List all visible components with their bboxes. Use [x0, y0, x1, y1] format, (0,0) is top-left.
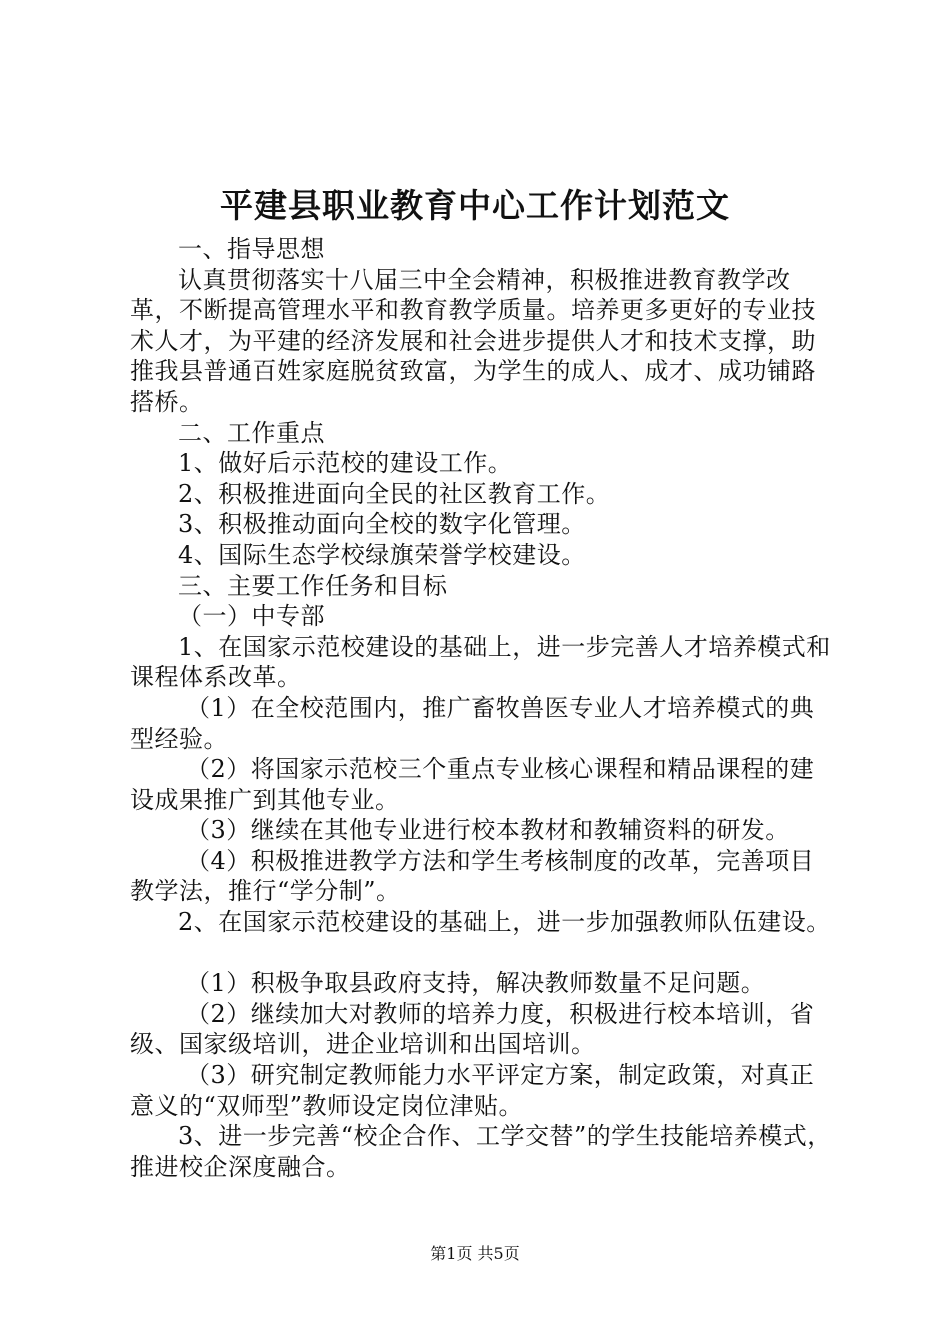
paragraph: （3）研究制定教师能力水平评定方案，制定政策，对真正意义的“双师型”教师设定岗位津贴。 [130, 1061, 815, 1120]
paragraph: （1）在全校范围内，推广畜牧兽医专业人才培养模式的典型经验。 [130, 693, 815, 753]
paragraph: 4、国际生态学校绿旗荣誉学校建设。 [178, 540, 586, 569]
paragraph: 3、积极推动面向全校的数字化管理。 [178, 510, 586, 539]
paragraph: （1）积极争取县政府支持，解决教师数量不足问题。 [186, 969, 766, 998]
paragraph: （3）继续在其他专业进行校本教材和教辅资料的研发。 [186, 816, 790, 845]
blank-line [130, 938, 835, 969]
paragraph: 2、在国家示范校建设的基础上，进一步加强教师队伍建设。 [178, 908, 831, 937]
paragraph: 1、做好后示范校的建设工作。 [178, 449, 513, 478]
paragraph: 一、指导思想 [178, 235, 325, 263]
paragraph: 二、工作重点 [178, 418, 325, 447]
paragraph: （2）继续加大对教师的培养力度，积极进行校本培训，省级、国家级培训，进企业培训和出国培训。 [130, 999, 815, 1059]
document-title: 平建县职业教育中心工作计划范文 [220, 186, 730, 225]
paragraph: 3、进一步完善“校企合作、工学交替”的学生技能培养模式，推进校企深度融合。 [130, 1122, 832, 1181]
paragraph: 2、积极推进面向全民的社区教育工作。 [178, 479, 611, 508]
paragraph: （2）将国家示范校三个重点专业核心课程和精品课程的建设成果推广到其他专业。 [130, 755, 815, 814]
paragraph: （4）积极推进教学方法和学生考核制度的改革，完善项目教学法，推行“学分制”。 [130, 846, 815, 906]
paragraph: 三、主要工作任务和目标 [178, 571, 448, 600]
paragraph: 认真贯彻落实十八届三中全会精神，积极推进教育教学改革，不断提高管理水平和教育教学质量。培养更多更好的专业技术人才，为平建的经济发展和社会进步提供人才和技术支撑，助推我县普通百姓家庭脱贫致富，为学生的成人、成才、成功铺路搭桥。 [130, 265, 816, 416]
paragraph: 1、在国家示范校建设的基础上，进一步完善人才培养模式和课程体系改革。 [130, 632, 831, 692]
paragraph: （一）中专部 [178, 602, 325, 631]
page-number-footer: 第1页 共5页 [430, 1244, 520, 1263]
document-body [130, 234, 835, 1182]
